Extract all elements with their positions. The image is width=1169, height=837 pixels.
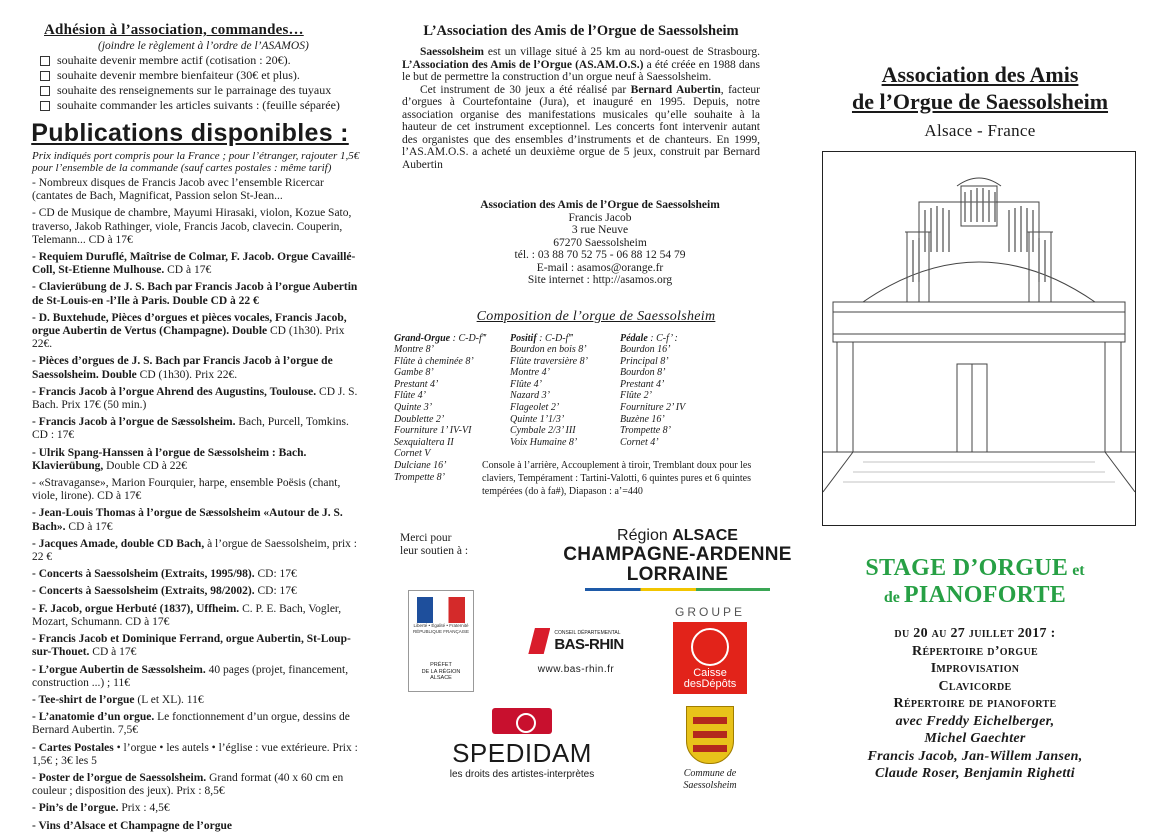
grand-orgue-stops xyxy=(394,333,486,484)
intro-paragraph-2: Cet instrument de 30 jeux a été réalisé par Bernard Aubertin, facteur d’orgues à Courtefontaine (Jura), et inauguré en 1995. Depuis, notre association organise des manifestations musicales qu’elle souhaite à la hauteur de cet instrument exceptionnel. Les concerts font intervenir autant des organistes que des ensembles d’instruments et de chanteurs. En 1999, l’AS.AM.O.S. a acheté un deuxième orgue de 5 jeux, construit par Bernard Aubertin xyxy=(402,83,760,171)
checkbox-label: souhaite des renseignements sur le parrainage des tuyaux xyxy=(57,83,332,97)
address-person: Francis Jacob xyxy=(568,211,632,224)
publication-item: - Pièces d’orgues de J. S. Bach par Francis Jacob à l’orgue de Saessolsheim. Double CD (1h30). Prix 22€. xyxy=(32,355,333,381)
adhesion-checklist xyxy=(20,53,360,113)
keyboard-heading: Grand-Orgue : C-D-f‴ xyxy=(394,332,486,344)
publication-item: - D. Buxtehude, Pièces d’orgues et pièces vocales, Francis Jacob, orgue Aubertin de Vertus (Champagne). Double CD (1h30). Prix 22€. xyxy=(32,311,347,351)
publication-item: - L’anatomie d’un orgue. Le fonctionnement d’un orgue, dessins de Bernard Aubertin. 7,5€ xyxy=(32,711,350,737)
organ-stop: Montre 8’ xyxy=(394,344,434,356)
organ-stop: Montre 4’ xyxy=(510,367,550,379)
checkbox-item[interactable] xyxy=(20,53,360,68)
organ-stop: Flûte traversière 8’ xyxy=(510,355,588,367)
organ-stop: Doublette 2’ xyxy=(394,413,445,425)
association-intro xyxy=(402,46,760,171)
organ-stop: Bourdon 16’ xyxy=(620,344,671,356)
publications-column xyxy=(20,0,360,837)
organ-stop: Cornet 4’ xyxy=(620,436,659,448)
adhesion-subtitle: (joindre le règlement à l’ordre de l’ASAMOS) xyxy=(98,40,309,52)
publication-item: - Francis Jacob à l’orgue Ahrend des Augustins, Toulouse. CD J. S. Bach. Prix 17€ (50 min.) xyxy=(32,385,358,412)
address-name: Association des Amis de l’Orgue de Saessolsheim xyxy=(480,199,720,211)
teacher-line: Michel Gaechter xyxy=(924,731,1026,746)
organ-stop: Quinte 1’1/3’ xyxy=(510,413,565,425)
publication-item: - Requiem Duruflé, Maîtrise de Colmar, F. Jacob. Orgue Cavaillé-Coll, St-Etienne Mulhouse. CD à 17€ xyxy=(32,251,356,277)
publication-item: - Jean-Louis Thomas à l’orgue de Sæssolsheim «Autour de J. S. Bach». CD à 17€ xyxy=(32,507,343,533)
organ-composition xyxy=(390,333,772,498)
publication-item: - Tee-shirt de l’orgue (L et XL). 11€ xyxy=(32,693,204,706)
contact-address xyxy=(428,199,772,287)
stage-dates: du 20 au 27 juillet 2017 : xyxy=(894,626,1056,641)
organ-stop: Flûte à cheminée 8’ xyxy=(394,355,474,367)
publication-item: - L’orgue Aubertin de Sæssolsheim. 40 pages (projet, financement, construction ...) ; 11€ xyxy=(32,663,349,689)
thanks-text: Merci pour leur soutien à : xyxy=(400,532,469,557)
publication-item: - Poster de l’orgue de Saessolsheim. Grand format (40 x 60 cm en couleur ; disposition des jeux). Prix : 8,5€ xyxy=(32,771,344,798)
checkbox[interactable] xyxy=(40,101,50,111)
organ-stop: Flageolet 2’ xyxy=(510,402,560,414)
keyboard-heading: Positif : C-D-f‴ xyxy=(510,332,573,344)
prefet-logo: Liberté • Égalité • Fraternité RÉPUBLIQUE FRANÇAISE PRÉFET DE LA RÉGION ALSACE xyxy=(408,590,474,692)
organ-stop: Bourdon en bois 8’ xyxy=(510,344,587,356)
region-logo: Région ALSACE CHAMPAGNE-ARDENNE LORRAINE xyxy=(555,527,800,591)
address-website[interactable]: Site internet : http://asamos.org xyxy=(527,274,673,286)
organ-stop: Trompette 8’ xyxy=(394,471,446,483)
marianne-flag-icon xyxy=(417,597,465,623)
organ-stop: Cornet V xyxy=(394,448,431,460)
intro-paragraph-1: Saessolsheim est un village situé à 25 km au nord-ouest de Strasbourg. L’Association des Amis de l’Orgue (AS.AM.O.S.) a été créée en 1988 dans le but de permettre la construction d’un orgue neuf à Saessolsheim. xyxy=(402,46,760,83)
address-phone: tél. : 03 88 70 52 75 - 06 88 12 54 79 xyxy=(514,249,686,261)
spedidam-mark-icon xyxy=(492,708,552,734)
organ-stop: Cymbale 2/3’ III xyxy=(510,425,576,437)
keyboard-heading: Pédale : C-f’ : xyxy=(620,332,678,344)
publication-item: - Concerts à Saessolsheim (Extraits, 1995/98). CD: 17€ xyxy=(32,568,297,581)
teacher-line: avec Freddy Eichelberger, xyxy=(895,713,1055,729)
composition-title: Composition de l’orgue de Saessolsheim xyxy=(476,308,716,324)
checkbox-label: souhaite devenir membre bienfaiteur (30€ et plus). xyxy=(57,68,300,82)
checkbox-label: souhaite commander les articles suivants : (feuille séparée) xyxy=(57,98,340,112)
checkbox-item[interactable] xyxy=(20,98,360,113)
address-email[interactable]: E-mail : asamos@orange.fr xyxy=(536,261,664,274)
publication-item: - Nombreux disques de Francis Jacob avec l’ensemble Ricercar (cantates de Bach, Magnificat, Passion selon St-Jean... xyxy=(32,177,324,203)
address-city: 67270 Saessolsheim xyxy=(553,236,647,249)
association-title: L’Association des Amis de l’Orgue de Saessolsheim xyxy=(423,23,739,39)
commune-logo: Commune de Saessolsheim xyxy=(675,706,745,792)
organ-stop: Flûte 2’ xyxy=(620,390,652,402)
checkbox-item[interactable] xyxy=(20,68,360,83)
adhesion-title: Adhésion à l’association, commandes… xyxy=(44,22,304,38)
publications-list xyxy=(20,177,360,833)
organ-stop: Bourdon 8’ xyxy=(620,367,666,379)
price-note: Prix indiqués port compris pour la France ; pour l’étranger, rajouter 1,5€ pour l’ensemble de la commande (sauf cartes postales : même tarif) xyxy=(32,150,360,174)
publication-item: - Concerts à Saessolsheim (Extraits, 98/2002). CD: 17€ xyxy=(32,585,297,598)
caisse-des-depots-logo: GROUPE Caisse desDépôts xyxy=(673,605,747,694)
publication-item: - Vins d’Alsace et Champagne de l’orgue xyxy=(32,819,232,832)
program-item: Clavicorde xyxy=(938,678,1012,694)
stage-program xyxy=(790,625,1160,783)
address-street: 3 rue Neuve xyxy=(571,224,629,236)
organ-drawing xyxy=(822,151,1136,526)
organ-stop: Prestant 4’ xyxy=(394,378,439,390)
association-column xyxy=(390,0,792,827)
publication-item: - «Stravaganse», Marion Fourquier, harpe, ensemble Poësis (chant, viole, lirone). CD à 17€ xyxy=(32,477,341,503)
publication-item: - Cartes Postales • l’orgue • les autels • l’église : vue extérieure. Prix : 1,5€ ; 3€ les 5 xyxy=(32,741,358,767)
organ-stop: Quinte 3’ xyxy=(394,402,433,414)
organ-stop: Nazard 3’ xyxy=(510,390,550,402)
publication-item: - Francis Jacob et Dominique Ferrand, orgue Aubertin, St-Loup-sur-Thouet. CD à 17€ xyxy=(32,633,351,659)
teacher-line: Claude Roser, Benjamin Righetti xyxy=(875,766,1075,781)
checkbox[interactable] xyxy=(40,71,50,81)
publication-item: - Pin’s de l’orgue. Prix : 4,5€ xyxy=(32,802,170,815)
organ-stop: Fourniture 2’ IV xyxy=(620,402,686,414)
coat-of-arms-icon xyxy=(686,706,734,764)
program-item: Répertoire de pianoforte xyxy=(893,696,1057,711)
organ-stop: Dulciane 16’ xyxy=(394,460,447,472)
publication-item: - Ulrik Spang-Hanssen à l’orgue de Sæssolsheim : Bach. Klavierübung, Double CD à 22€ xyxy=(32,446,307,472)
publication-item: - CD de Musique de chambre, Mayumi Hirasaki, violon, Kozue Sato, traverso, Jakob Rathinger, viole, Francis Jacob, clavecin. Couperin, Telemann... CD à 17€ xyxy=(32,207,352,246)
organ-stop: Gambe 8’ xyxy=(394,367,434,379)
organ-stop: Sexquialtera II xyxy=(394,436,454,448)
organ-stop: Principal 8’ xyxy=(620,355,669,367)
bas-rhin-mark-icon xyxy=(528,628,550,654)
pedale-stops xyxy=(620,333,685,449)
publications-title: Publications disponibles : xyxy=(31,119,349,147)
program-item: Improvisation xyxy=(930,661,1020,676)
publication-item: - Francis Jacob à l’orgue de Sæssolsheim. Bach, Purcell, Tomkins. CD : 17€ xyxy=(32,416,349,442)
publication-item: - Jacques Amade, double CD Bach, à l’orgue de Saessolsheim, prix : 22 € xyxy=(32,537,357,564)
checkbox[interactable] xyxy=(40,86,50,96)
console-description: Console à l’arrière, Accouplement à tiroir, Tremblant doux pour les claviers, Tempérament : Tartini-Valotti, 6 quintes pures et 6 quintes tempérées (do à fa#), Diapason : a’=440 xyxy=(482,459,752,497)
organ-stop: Fourniture 1’ IV-VI xyxy=(394,425,472,437)
organ-illustration-icon xyxy=(823,152,1135,525)
location: Alsace - France xyxy=(924,121,1036,140)
publication-item: - Clavierübung de J. S. Bach par Francis Jacob à l’orgue Aubertin de St-Louis-en -l’Ile à Paris. Double CD à 22 € xyxy=(32,281,358,307)
organ-stop: Flûte 4’ xyxy=(394,390,426,402)
stage-title: STAGE D’ORGUE et de PIANOFORTE xyxy=(865,555,1085,608)
cover-title: Association des Amis de l’Orgue de Saessolsheim xyxy=(851,62,1109,114)
teacher-line: Francis Jacob, Jan-Willem Jansen, xyxy=(867,748,1083,764)
organ-stop: Flûte 4’ xyxy=(510,378,542,390)
checkbox-item[interactable] xyxy=(20,83,360,98)
seal-icon xyxy=(691,628,729,666)
cover-column xyxy=(790,0,1160,827)
organ-stop: Buzène 16’ xyxy=(620,413,665,425)
publication-item: - F. Jacob, orgue Herbuté (1837), Uffheim. C. P. E. Bach, Vogler, Mozart, Schumann. CD à 17€ xyxy=(32,602,342,628)
organ-stop: Trompette 8’ xyxy=(620,425,672,437)
spedidam-logo: SPEDIDAM les droits des artistes-interprètes xyxy=(442,708,602,780)
organ-stop: Prestant 4’ xyxy=(620,378,665,390)
positif-stops xyxy=(510,333,588,449)
bas-rhin-logo: CONSEIL DÉPARTEMENTAL BAS-RHIN www.bas-rhin.fr xyxy=(524,628,628,675)
checkbox[interactable] xyxy=(40,56,50,66)
program-item: Répertoire d’orgue xyxy=(912,643,1038,659)
organ-stop: Voix Humaine 8’ xyxy=(510,436,578,448)
checkbox-label: souhaite devenir membre actif (cotisation : 20€). xyxy=(57,53,291,67)
